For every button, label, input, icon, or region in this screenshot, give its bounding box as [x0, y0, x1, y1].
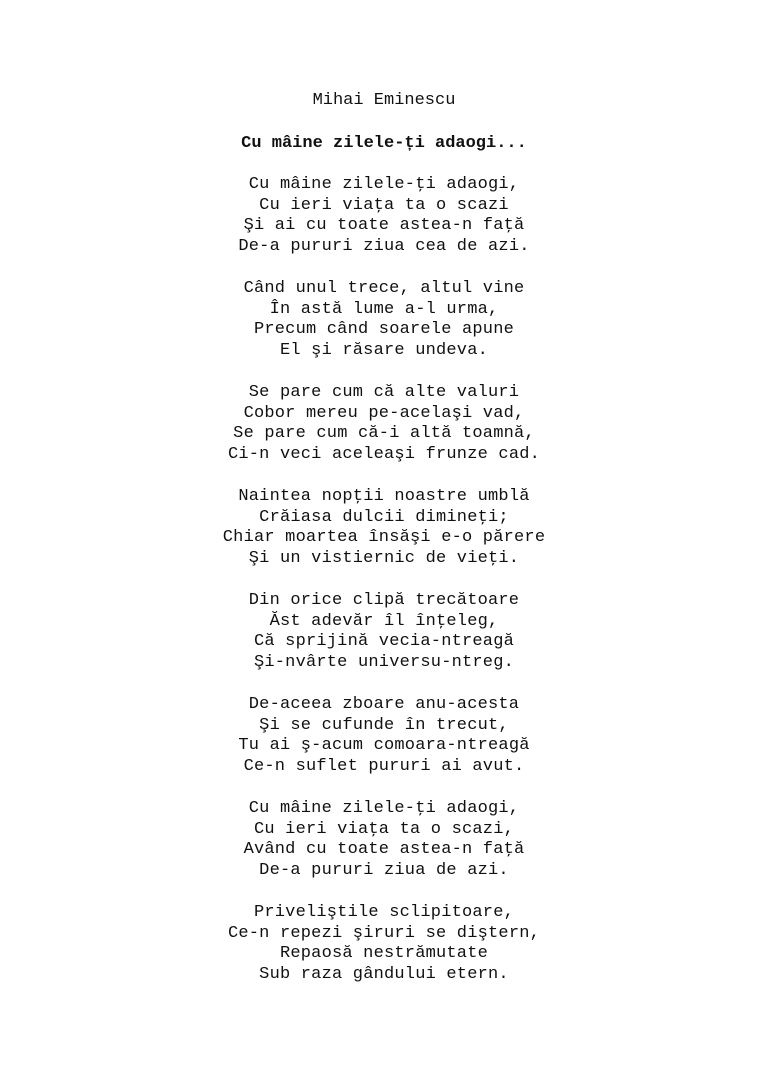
poem-line: Naintea nopţii noastre umblă: [238, 487, 530, 506]
poem-line: Din orice clipă trecătoare: [248, 591, 520, 610]
author-name: Mihai Eminescu: [312, 91, 456, 110]
poem-title: Cu mâine zilele-ți adaogi...: [241, 134, 527, 153]
poem-line: Se pare cum că alte valuri: [248, 383, 520, 402]
poem-line: Cu mâine zilele-ţi adaogi,: [248, 175, 520, 194]
stanza-2: [0, 279, 768, 383]
stanza-3: [0, 383, 768, 487]
poem-line: Ci-n veci aceleaşi frunze cad.: [227, 444, 541, 464]
poem-line: Ce-n repezi şiruri se diştern,: [227, 923, 541, 943]
stanza-5: [0, 591, 768, 695]
poem-line: Cu mâine zilele-ţi adaogi,: [248, 799, 520, 818]
poem-line: Şi ai cu toate astea-n faţă: [243, 216, 525, 236]
poem-line: Chiar moartea însăşi e-o părere: [222, 528, 546, 548]
poem-line: De-a pururi ziua de azi.: [259, 860, 509, 880]
poem-line: Se pare cum că-i altă toamnă,: [233, 424, 535, 444]
stanza-1: [0, 175, 768, 279]
poem-line: Când unul trece, altul vine: [243, 279, 525, 298]
stanza-6: [0, 695, 768, 799]
poem-line: Că sprijină vecia-ntreagă: [253, 632, 515, 652]
poem-line: Ce-n suflet pururi ai avut.: [243, 756, 525, 776]
stanza-7: [0, 799, 768, 903]
poem-line: De-aceea zboare anu-acesta: [248, 695, 520, 714]
poem-line: Crăiasa dulcii dimineţi;: [259, 507, 509, 527]
poem-line: Şi se cufunde în trecut,: [259, 715, 509, 735]
poem-line: Priveliştile sclipitoare,: [253, 903, 515, 922]
stanza-8: [0, 903, 768, 1007]
poem-line: De-a pururi ziua cea de azi.: [238, 236, 530, 256]
poem-line: Şi-nvârte universu-ntreg.: [253, 652, 515, 672]
poem-line: În astă lume a-l urma,: [269, 299, 499, 319]
poem-line: Precum când soarele apune: [253, 320, 515, 340]
poem-body: [0, 175, 768, 1007]
poem-line: Cobor mereu pe-acelaşi vad,: [243, 403, 525, 423]
poem-line: Cu ieri viaţa ta o scazi,: [253, 819, 515, 839]
poem-line: El şi răsare undeva.: [279, 340, 489, 360]
stanza-4: [0, 487, 768, 591]
poem-line: Cu ieri viaţa ta o scazi: [259, 195, 509, 215]
poem-line: Repaosă nestrămutate: [279, 944, 489, 964]
poem-line: Tu ai ş-acum comoara-ntreagă: [238, 736, 530, 756]
poem-line: Având cu toate astea-n faţă: [243, 840, 525, 860]
poem-line: Şi un vistiernic de vieţi.: [248, 548, 520, 568]
poem-line: Sub raza gândului etern.: [259, 964, 509, 984]
poem-line: Ăst adevăr îl înţeleg,: [269, 611, 499, 631]
